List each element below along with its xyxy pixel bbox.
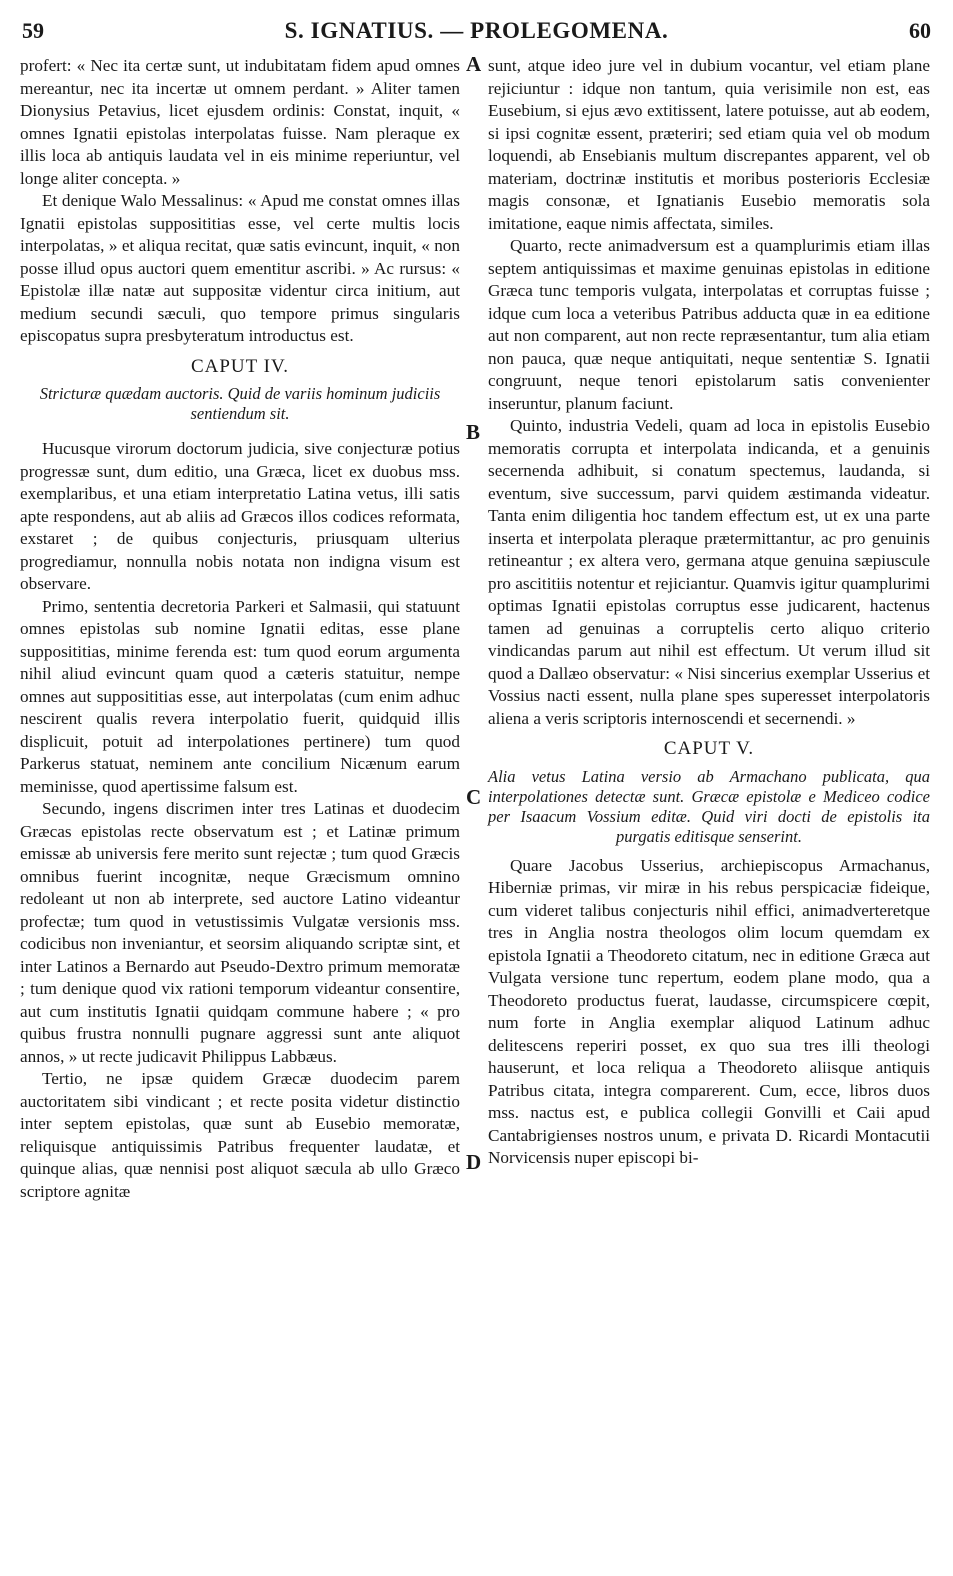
left-paragraph-3: Hucusque virorum doctorum judicia, sive conjecturæ potius progressæ sunt, dum editio, una Græca, licet ex duobus mss. exemplaribus, et una etiam interpretatio Latina vetus, illi satis apte respondens, aut ab aliis ad Græcos illos codices reformata, exstaret ; de quibus conjecturis, priusquam ulterius progrediamur, nonnulla nobis notata non indigna visum est observare. <box>20 439 460 593</box>
right-paragraph-4: Quare Jacobus Usserius, archiepiscopus Armachanus, Hiberniæ primas, vir miræ in his rebus perspicaciæ fideique, cum videret talibus conjecturis nihil effici, animadverteretque tres in Anglia nostra theologos olim locum quemdam ex epistola Ignatii a Theodoreto citatum, nec in editione Græca aut Vulgata versione tunc repertum, eodem plane modo, qua a Theodoreto productus fuerat, laudasse, circumspicere cœpit, num forte in Anglia exemplar aliquod Latinum adhuc delitescens reperiri posset, ex quo sua tres illi theologi hauserunt, et loca reliqua a Theodoreto aliisque antiquis Patribus citata, integra comparerent. Cum, ecce, libros duos mss. nactus est, e publica collegii Gonvilli et Caii apud Cantabrigienses nostros unum, e privata D. Ricardi Montacutii Norvicensis nuper episcopi bi- <box>488 855 930 1167</box>
chapter-heading-iv: CAPUT IV. <box>190 355 290 377</box>
right-paragraph-3: Quinto, industria Vedeli, quam ad loca in epistolis Eusebio memoratis corrupta et interpolata indicanda, et a genuinis secernenda adhibuit, si conatum spectemus, laudanda, si eventum, sive successum, parvi quidem æstimanda videatur. Tanta enim diligentia hoc tandem effectum est, ut ex una parte inserta et interpolata pleraque prætermittantur, ac pro genuinis retineantur ; ex altera vero, germana atque genuina sæpiuscule pro ascititiis notentur et rejiciantur. Quamvis igitur quamplurimi optimas Ignatii epistolas corruptus esse judicarent, hactenus tamen ad genuinas a corruptelis certo aliquo criterio vindicandas parum aut nihil est effectum. Ut verum illud sit quod a Dallæo observatur: « Nisi sincerius exemplar Usserius et Vossius nacti essent, nulla plane spes superesset interpolatoris aliena a veris scriptoris internoscendi et secernendi. » <box>488 416 931 728</box>
margin-letter-d: D <box>466 1150 482 1174</box>
right-paragraph-1: sunt, atque ideo jure vel in dubium vocantur, vel etiam plane rejiciuntur : idque non tantum, quia verisimile non est, eas Eusebium, si ejus ævo extitissent, latere potuisse, aut ab eodem, si ipsi cognitæ essent, præteriri; sed etiam quia vel ob modum loquendi, ab Ensebianis multum discrepantes apparent, vel ob materiam, doctrinæ institutis et moribus posterioris Ecclesiæ magis consonæ, et Ignatianis Eusebio memoratis sola imitatione, eaque nimis affectata, similes. <box>488 56 930 233</box>
page-number-left: 59 <box>22 18 44 43</box>
page-header <box>22 14 931 48</box>
chapter-summary-iv: Stricturæ quædam auctoris. Quid de variis hominum judiciis sentiendum sit. <box>39 384 441 423</box>
left-paragraph-4: Primo, sententia decretoria Parkeri et Salmasii, qui statuunt omnes epistolas sub nomine Ignatii editas, esse plane supposititias, minime ferenda est: tum quod eorum argumenta nihil aliud evincunt quam quod a cæteris statuitur, nempe omnes aut supposititias esse, aut interpolatas (cum enim adhuc nescirent qualis revera interpolatio fuerit, quidquid illis displicuit, potuit ad interpolationes pertinere) tum quod Parkerus statuat, neminem ante concilium Nicænum earum meminisse, quod apertissime falsum est. <box>20 596 460 796</box>
margin-letter-b: B <box>466 420 481 444</box>
left-paragraph-5: Secundo, ingens discrimen inter tres Latinas et duodecim Græcas epistolas recte observatum est ; et Latinæ primum emissæ ab universis fere merito sunt rejectæ ; tum quod Græcis omnibus fuerint incognitæ, neque Græcismum omnino redoleant ut non ab interprete, sed auctore Latino videantur profectæ; tum quod in vetustissimis Vulgatæ versionis mss. codicibus non inveniantur, et seorsim aliquando scriptæ sint, et inter Latinos a Bernardo aut Pseudo-Dextro primum memoratæ ; tum denique quod vix rationi temporum videantur consentire, aut cum institutis Ignatii quidqam commune habere ; « pro quibus frustra nonnulli pugnare aggressi sunt ante aliquot annos, » ut recte judicavit Philippus Labbæus. <box>20 799 460 1066</box>
margin-letter-c: C <box>466 785 482 809</box>
chapter-summary-v: Alia vetus Latina versio ab Armachano publicata, qua interpolationes detectæ sunt. Græcæ epistolæ e Mediceo codice per Isaacum Vossium editæ. Quid viri docti de epistolis ita purgatis editisque senserint. <box>488 766 930 846</box>
chapter-heading-v: CAPUT V. <box>663 738 755 759</box>
running-title: S. IGNATIUS. — PROLEGOMENA. <box>284 18 669 43</box>
left-paragraph-1: profert: « Nec ita certæ sunt, ut indubitatam fidem apud omnes mereantur, nec ita incertæ ut omnem perdant. » Aliter tamen Dionysius Petavius, licet ejusdem ordinis: Constat, inquit, « omnes Ignatii epistolas interpolatas fuisse. Nam pleraque ex illis loca ab antiquis laudata vel in eis minime reperiuntur, vel longe aliter concepta. » <box>20 56 460 188</box>
right-column <box>488 55 930 1170</box>
left-paragraph-2: Et denique Walo Messalinus: « Apud me constat omnes illas Ignatii epistolas supposititias esse, vel certe multis locis interpolatas, » et aliqua recitat, quæ satis evincunt, inquit, « non posse illud opus auctori quem ementitur ascribi. » Ac rursus: « Epistolæ illæ natæ aut suppositæ videntur circa initium, aut medium secundi sæculi, quo tempore primus singularis episcopatus supra presbyteratum introductus est. <box>20 191 460 345</box>
left-paragraph-6: Tertio, ne ipsæ quidem Græcæ duodecim parem auctoritatem sibi vindicant ; et recte posita videtur distinctio inter septem epistolas, quæ sunt ab Eusebio memoratæ, reliquisque antiquissimis Patribus frequenter laudatæ, et quinque alias, quæ nennisi post aliquot sæcula ab ullo Græco scriptore agnitæ <box>20 1069 460 1201</box>
margin-letter-a: A <box>466 52 482 76</box>
left-column <box>20 55 460 1203</box>
right-paragraph-2: Quarto, recte animadversum est a quamplurimis etiam illas septem antiquissimas et maxime genuinas epistolas in editione Græca tunc temporis vulgata, interpolatas et corruptas fuisse ; idque cum loca a veteribus Patribus adducta quæ in ea editione aut non comparent, aut non recte repræsentantur, tum alia etiam non pauca, quæ neque antiquitati, neque sententiæ S. Ignatii congruunt, neque tenori epistolarum satis convenienter inseruntur, planum faciunt. <box>488 236 930 413</box>
page-number-right: 60 <box>908 18 931 43</box>
